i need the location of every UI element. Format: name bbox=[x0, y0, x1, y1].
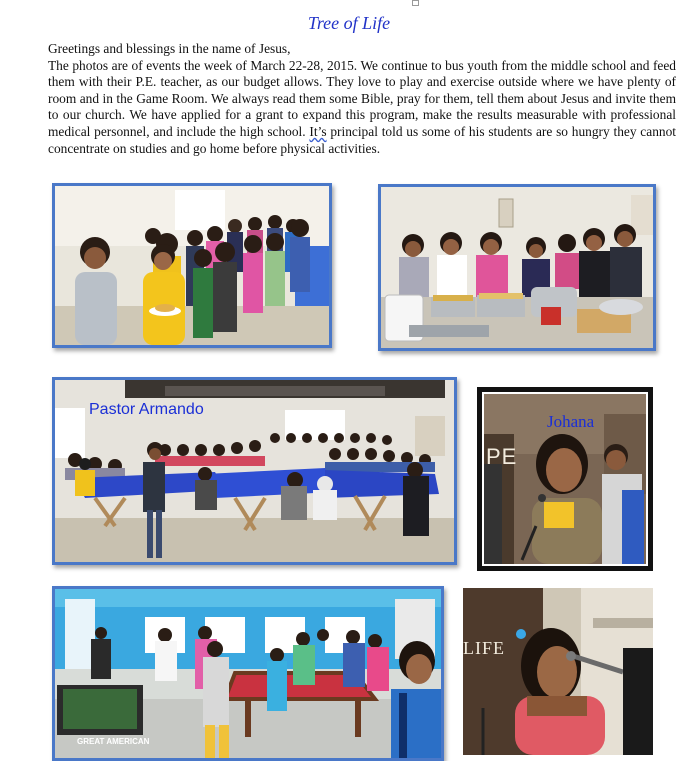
paragraph-text-part-1: The photos are of events the week of March 22-28, 2015. We continue to bus youth from the middle school and feed them with their P.E. teacher, as our budget allows. They love to play and exercise outside where we have plenty of room and in the Game Room. We always read them some Bible, pray for them, tell them about Jesus and invite them to our church. We have applied for a grant to expand this program, make the results measurable with professional medical personnel, and include the high school. bbox=[48, 57, 676, 139]
johana-caption: Johana bbox=[547, 412, 595, 431]
youth-line-scene bbox=[55, 186, 329, 345]
image-anchor-handle[interactable] bbox=[412, 0, 419, 6]
foosball-brand-label: GREAT AMERICAN bbox=[77, 737, 150, 746]
document-title: Tree of Life bbox=[307, 13, 391, 33]
photo-game-room[interactable] bbox=[52, 586, 444, 761]
photo-singer[interactable] bbox=[463, 588, 653, 755]
grammar-flagged-word[interactable]: It’s bbox=[309, 123, 327, 139]
main-paragraph bbox=[48, 58, 676, 158]
paragraph-text-part-2: principal told us some of his students are so hungry they cannot concentrate on studies and go home before physical activities. bbox=[48, 123, 676, 156]
greeting-line: Greetings and blessings in the name of Jesus, bbox=[48, 41, 291, 56]
photo-johana[interactable] bbox=[477, 387, 653, 571]
photo-youth-line[interactable] bbox=[52, 183, 332, 348]
singer-banner-text: LIFE bbox=[463, 638, 505, 658]
game-room-scene bbox=[55, 589, 441, 758]
pastor-armando-caption: Pastor Armando bbox=[89, 401, 204, 418]
singer-scene bbox=[463, 588, 653, 755]
photo-dining-hall[interactable] bbox=[52, 377, 457, 565]
johana-banner-text: PE bbox=[486, 444, 518, 469]
photo-serving-team[interactable] bbox=[378, 184, 656, 351]
document-body bbox=[48, 41, 676, 157]
serving-team-scene bbox=[381, 187, 653, 348]
johana-photo-inner bbox=[482, 392, 648, 566]
